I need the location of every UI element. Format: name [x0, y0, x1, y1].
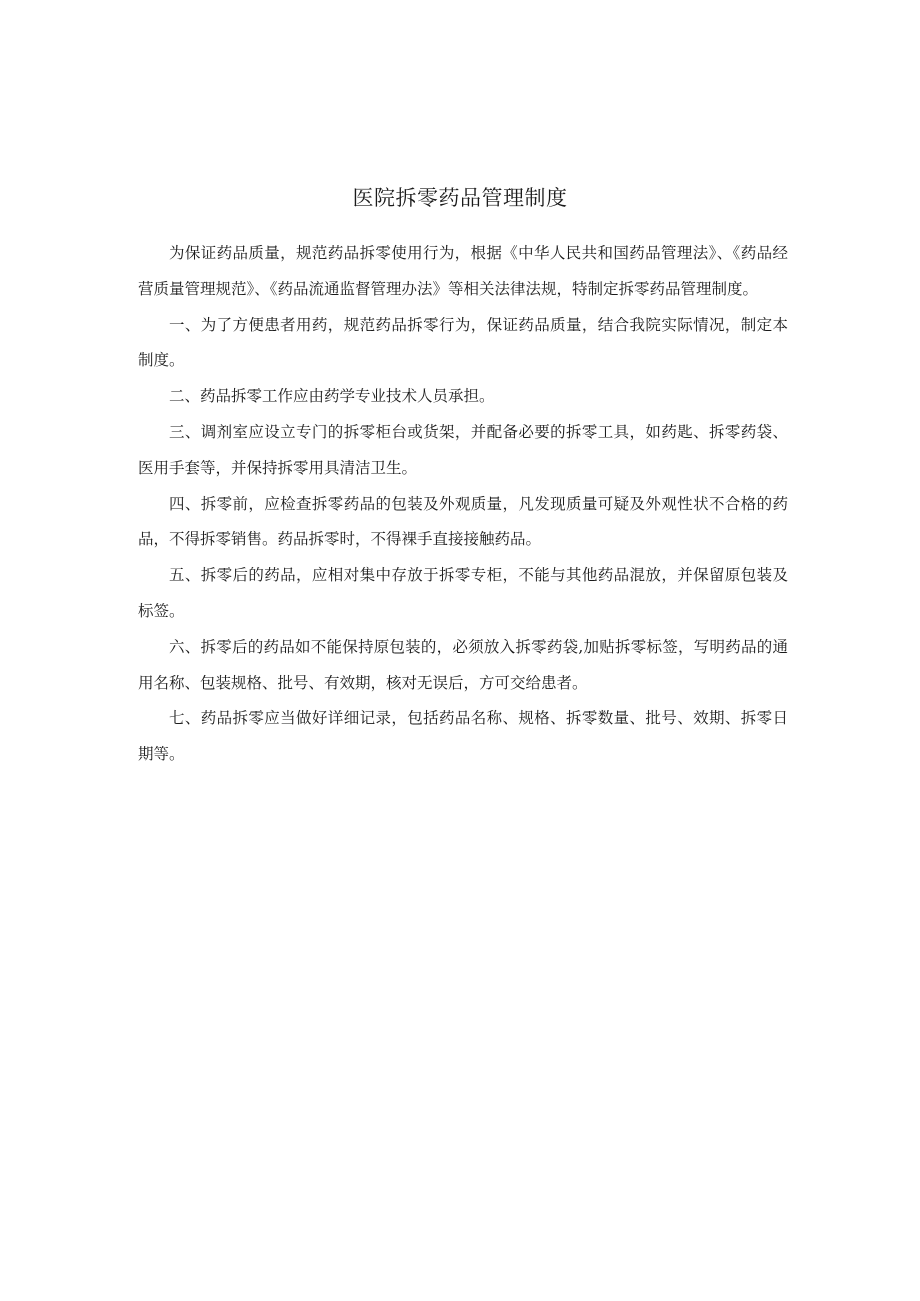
clause-1-paragraph: 一、为了方便患者用药，规范药品拆零行为，保证药品质量，结合我院实际情况，制定本制度。	[138, 315, 788, 370]
clause-5-paragraph: 五、拆零后的药品，应相对集中存放于拆零专柜，不能与其他药品混放，并保留原包装及标签。	[138, 566, 788, 620]
intro-paragraph: 为保证药品质量，规范药品拆零使用行为，根据《中华人民共和国药品管理法》、《药品经营质量管理规范》、《药品流通监督管理办法》等相关法律法规，特制定拆零药品管理制度。	[138, 244, 788, 298]
clause-3-paragraph: 三、调剂室应设立专门的拆零柜台或货架，并配备必要的拆零工具，如药匙、拆零药袋、医用手套等，并保持拆零用具清洁卫生。	[138, 422, 788, 477]
document-body	[138, 236, 788, 773]
clause-6-paragraph: 六、拆零后的药品如不能保持原包装的，必须放入拆零药袋,加贴拆零标签，写明药品的通用名称、包装规格、批号、有效期，核对无误后，方可交给患者。	[138, 637, 788, 692]
clause-7-paragraph: 七、药品拆零应当做好详细记录，包括药品名称、规格、拆零数量、批号、效期、拆零日期等。	[138, 709, 788, 764]
document-title: 医院拆零药品管理制度	[352, 186, 568, 210]
clause-2-paragraph: 二、药品拆零工作应由药学专业技术人员承担。	[169, 387, 495, 406]
clause-4-paragraph: 四、拆零前，应检查拆零药品的包装及外观质量，凡发现质量可疑及外观性状不合格的药品，不得拆零销售。药品拆零时，不得裸手直接接触药品。	[138, 494, 788, 549]
